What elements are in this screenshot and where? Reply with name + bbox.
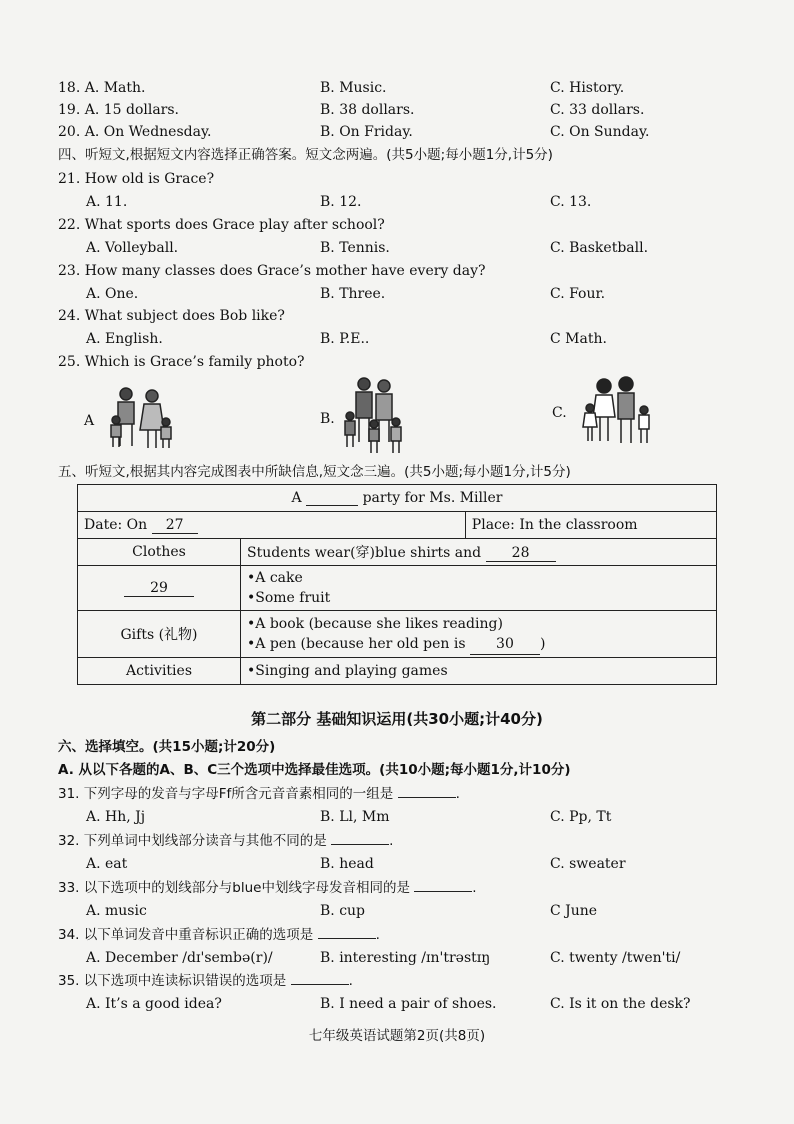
option-34-a: A. December /dɪ'sembə(r)/ — [86, 950, 273, 966]
option-21-a: A. 11. — [86, 194, 128, 210]
picture-label-c: C. — [552, 405, 567, 421]
family-photo-a-image — [104, 382, 176, 454]
table-title-cell — [78, 485, 717, 512]
question-31-tail: . — [455, 786, 460, 802]
party-info-table — [77, 484, 717, 685]
option-31-b: B. Ll, Mm — [320, 809, 390, 825]
option-23-b: B. Three. — [320, 286, 386, 302]
option-35-b: B. I need a pair of shoes. — [320, 996, 497, 1012]
question-34-tail: . — [375, 927, 380, 943]
question-33-text: 33. 以下选项中的划线部分与blue中划线字母发音相同的是 — [58, 880, 410, 896]
question-32-text: 32. 下列单词中划线部分读音与其他不同的是 — [58, 833, 327, 849]
question-35-text: 35. 以下选项中连读标识错误的选项是 — [58, 973, 287, 989]
answer-blank-28: 28 — [486, 545, 556, 562]
question-23: 23. How many classes does Grace’s mother have every day? — [58, 263, 486, 279]
part-2-title: 第二部分 基础知识运用(共30小题;计40分) — [251, 710, 543, 728]
option-19-a: 19. A. 15 dollars. — [58, 102, 180, 118]
table-row — [78, 566, 717, 611]
activities-label: Activities — [78, 658, 241, 685]
option-24-c: C Math. — [550, 331, 607, 347]
answer-line-35 — [291, 970, 349, 985]
table-row — [78, 539, 717, 566]
question-25: 25. Which is Grace’s family photo? — [58, 354, 305, 370]
gifts-label: Gifts (礼物) — [78, 611, 241, 658]
option-33-c: C June — [550, 903, 598, 919]
family-photo-c-image — [578, 374, 658, 448]
options-35 — [58, 993, 754, 1015]
options-31 — [58, 806, 754, 828]
section-6-title: 六、选择填空。(共15小题;计20分) — [58, 739, 276, 755]
option-35-c: C. Is it on the desk? — [550, 996, 691, 1012]
option-31-a: A. Hh, Jj — [86, 809, 146, 825]
activities-cell: •Singing and playing games — [241, 658, 717, 685]
option-31-c: C. Pp, Tt — [550, 809, 612, 825]
question-34 — [58, 924, 380, 946]
subsection-a-title: A. 从以下各题的A、B、C三个选项中选择最佳选项。(共10小题;每小题1分,计10分) — [58, 762, 571, 778]
question-24: 24. What subject does Bob like? — [58, 308, 285, 324]
date-label: Date: On — [84, 516, 148, 533]
question-32 — [58, 830, 393, 852]
question-35 — [58, 970, 353, 992]
answer-blank-26 — [306, 491, 358, 506]
options-32 — [58, 853, 754, 875]
gift-book: •A book (because she likes reading) — [247, 615, 503, 632]
family-photo-b-image — [340, 374, 404, 458]
option-32-b: B. head — [320, 856, 374, 872]
answer-line-31 — [398, 783, 456, 798]
food-item-cake: •A cake — [247, 570, 303, 586]
options-34 — [58, 947, 754, 969]
food-item-fruit: •Some fruit — [247, 590, 331, 606]
options-33 — [58, 900, 754, 922]
option-18-c: C. History. — [550, 80, 625, 96]
question-22: 22. What sports does Grace play after school? — [58, 217, 385, 233]
option-22-c: C. Basketball. — [550, 240, 649, 256]
option-22-a: A. Volleyball. — [86, 240, 179, 256]
option-23-a: A. One. — [86, 286, 139, 302]
answer-blank-27: 27 — [152, 517, 198, 534]
answer-blank-29: 29 — [124, 580, 194, 597]
answer-blank-30: 30 — [470, 634, 540, 655]
gifts-cell — [241, 611, 717, 658]
picture-label-a: A — [84, 413, 95, 429]
answer-line-34 — [318, 924, 376, 939]
table-row — [78, 512, 717, 539]
page-footer: 七年级英语试题第2页(共8页) — [308, 1028, 486, 1044]
option-20-a: 20. A. On Wednesday. — [58, 124, 212, 140]
table-title-suffix: party for Ms. Miller — [362, 490, 503, 506]
gift-pen-close: ) — [539, 635, 546, 652]
section-5-title: 五、听短文,根据其内容完成图表中所缺信息,短文念三遍。(共5小题;每小题1分,计5分) — [58, 464, 571, 480]
section-4-title: 四、听短文,根据短文内容选择正确答案。短文念两遍。(共5小题;每小题1分,计5分) — [58, 147, 553, 163]
table-row — [78, 658, 717, 685]
question-33-tail: . — [472, 880, 477, 896]
question-row-20 — [58, 121, 754, 143]
question-32-tail: . — [389, 833, 394, 849]
options-22 — [58, 237, 754, 259]
options-23 — [58, 283, 754, 305]
question-31-text: 31. 下列字母的发音与字母Ff所含元音音素相同的一组是 — [58, 786, 394, 802]
gift-pen-text: •A pen (because her old pen is — [247, 635, 466, 652]
option-33-b: B. cup — [320, 903, 366, 919]
option-24-a: A. English. — [86, 331, 163, 347]
option-33-a: A. music — [86, 903, 147, 919]
question-33 — [58, 877, 477, 899]
option-34-b: B. interesting /ɪn'trəstɪŋ — [320, 950, 491, 966]
table-row — [78, 485, 717, 512]
table-title-prefix: A — [291, 490, 302, 506]
option-32-a: A. eat — [86, 856, 128, 872]
question-31 — [58, 783, 460, 805]
option-34-c: C. twenty /twen'ti/ — [550, 950, 681, 966]
options-24 — [58, 328, 754, 350]
table-row — [78, 611, 717, 658]
option-21-b: B. 12. — [320, 194, 362, 210]
option-20-b: B. On Friday. — [320, 124, 413, 140]
food-cell — [241, 566, 717, 611]
option-19-c: C. 33 dollars. — [550, 102, 645, 118]
option-18-b: B. Music. — [320, 80, 387, 96]
clothes-text: Students wear(穿)blue shirts and — [247, 545, 482, 561]
option-21-c: C. 13. — [550, 194, 592, 210]
question-row-18 — [58, 77, 754, 99]
gift-pen — [247, 634, 710, 655]
picture-label-b: B. — [320, 411, 335, 427]
option-18-a: 18. A. Math. — [58, 80, 146, 96]
answer-line-33 — [414, 877, 472, 892]
question-21: 21. How old is Grace? — [58, 171, 215, 187]
place-cell: Place: In the classroom — [465, 512, 716, 539]
question-row-19 — [58, 99, 754, 121]
options-21 — [58, 191, 754, 213]
answer-line-32 — [331, 830, 389, 845]
option-19-b: B. 38 dollars. — [320, 102, 415, 118]
option-22-b: B. Tennis. — [320, 240, 390, 256]
option-20-c: C. On Sunday. — [550, 124, 650, 140]
clothes-label: Clothes — [78, 539, 241, 566]
date-cell — [78, 512, 466, 539]
option-35-a: A. It’s a good idea? — [86, 996, 222, 1012]
question-34-text: 34. 以下单词发音中重音标识正确的选项是 — [58, 927, 314, 943]
option-24-b: B. P.E.. — [320, 331, 370, 347]
food-label-cell — [78, 566, 241, 611]
option-23-c: C. Four. — [550, 286, 606, 302]
clothes-cell — [241, 539, 717, 566]
option-32-c: C. sweater — [550, 856, 626, 872]
question-35-tail: . — [348, 973, 353, 989]
